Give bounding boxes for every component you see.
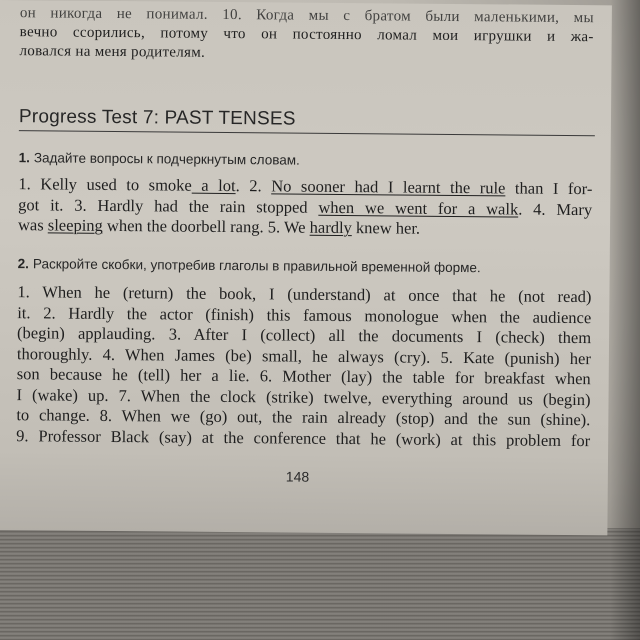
task-1-body xyxy=(18,174,593,241)
previous-text-line: он никогда не понимал. 10. Когда мы с братом были маленькими, мы xyxy=(19,5,594,27)
edge-shadow xyxy=(610,0,640,640)
task-1-number: 1. xyxy=(18,150,30,166)
text-span: was xyxy=(17,215,48,235)
text-span: 1. Kelly used to smoke xyxy=(18,174,192,195)
task-2-line: thoroughly. 4. When James (be) small, he always (cry). 5. Kate (punish) her xyxy=(16,343,591,368)
underlined-phrase: a lot xyxy=(191,175,236,196)
previous-text-line: ловался на меня родителям. xyxy=(19,43,206,61)
task-2-line: it. 2. Hardly the actor (finish) this famous monologue when the audience xyxy=(17,302,592,327)
text-span: . 2. xyxy=(235,176,272,196)
book-pages-stack xyxy=(0,528,640,640)
task-2-body xyxy=(16,282,591,451)
task-2-line: (begin) applauding. 3. After I (collect) all the documents I (check) them xyxy=(17,323,592,348)
task-2-line: son because he (tell) her a lie. 6. Mother (lay) the table for breakfast when xyxy=(16,364,591,389)
underlined-phrase: hardly xyxy=(309,217,352,238)
underlined-phrase: No sooner had I learnt the rule xyxy=(271,176,506,198)
test-title: Progress Test 7: PAST TENSES xyxy=(18,106,296,130)
task-2-line: I (wake) up. 7. When the clock (strike) twelve, everything around us (begin) xyxy=(16,384,591,409)
page-number: 148 xyxy=(285,468,310,485)
text-span: . 4. Mary xyxy=(518,199,593,219)
task-2-number: 2. xyxy=(17,256,30,272)
underlined-phrase: sleeping xyxy=(47,215,103,235)
text-span: got it. 3. Hardly had the rain stopped xyxy=(18,194,319,217)
underlined-phrase: when we went for a walk xyxy=(318,197,519,219)
test-title-row xyxy=(19,106,595,136)
task-1-instruction: Задайте вопросы к подчеркнутым словам. xyxy=(33,150,300,168)
previous-exercise-text xyxy=(19,4,593,66)
text-span: knew her. xyxy=(351,218,421,238)
text-span: when the doorbell rang. 5. We xyxy=(102,215,310,237)
task-2-line: to change. 8. When we (go) out, the rain already (stop) and the sun (shine). xyxy=(16,405,591,430)
task-2-line: 9. Professor Black (say) at the conference that he (work) at this problem for xyxy=(16,425,591,450)
task-2-line: 1. When he (return) the book, I (understand) at once that he (not read) xyxy=(17,282,592,307)
previous-text-line: вечно ссорились, потому что он постоянно ломал мои игрушки и жа- xyxy=(19,24,594,46)
task-1-heading xyxy=(19,150,300,167)
text-span: than I for- xyxy=(505,178,593,199)
task-2-instruction: Раскройте скобки, употребив глаголы в правильной временной форме. xyxy=(32,256,481,276)
task-2-heading xyxy=(18,256,481,275)
